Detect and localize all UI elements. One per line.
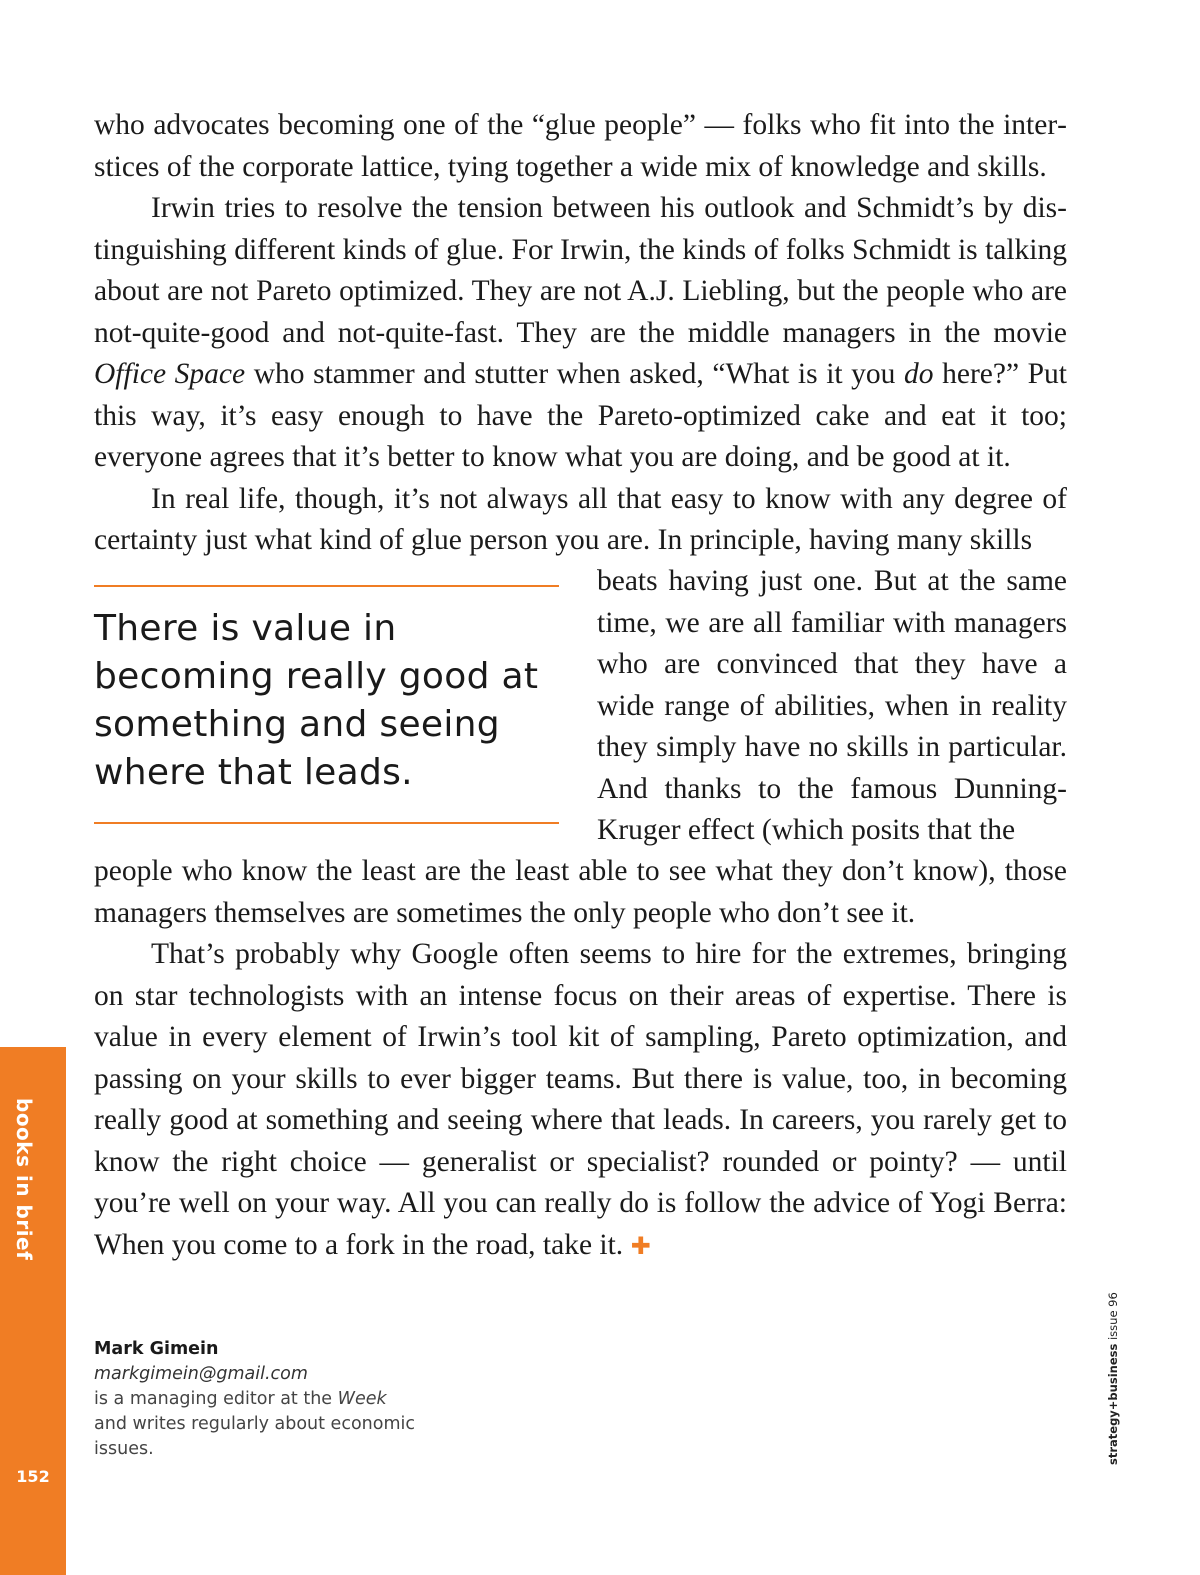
publication-name: Week: [337, 1389, 387, 1409]
film-title: Office Space: [94, 358, 246, 390]
author-bio: is a managing editor at the Week and writes regularly about economic issues.: [94, 1389, 415, 1459]
article-body-wrap: [597, 561, 1067, 852]
page-number: 152: [16, 1467, 50, 1486]
article-body-bottom: [94, 851, 1067, 1267]
pull-quote: There is value in becoming really good at something and seeing where that leads.: [94, 608, 539, 793]
paragraph-continued: people who know the least are the least able to see what they don’t know), those managers themselves are sometimes the only people who don’t see it.: [94, 855, 1067, 929]
author-bio-block: [94, 1337, 424, 1462]
author-name: Mark Gimein: [94, 1339, 219, 1359]
footer-brand: strategy+business: [1106, 1343, 1120, 1465]
paragraph: Irwin tries to resolve the tension between his outlook and Schmidt’s by distinguishing different kinds of glue. For Irwin, the kinds of folks Schmidt is talking about are not Pareto optimized. They are not A.J. Liebling, but the people who are not-quite-good and not-quite-fast. They are the middle managers in the movie Office Space who stammer and stutter when asked, “What is it you do here?” Put this way, it’s easy enough to have the Pareto-optimized cake and eat it too; everyone agrees that it’s better to know what you are doing, and be good at it.: [94, 192, 1067, 473]
running-footer: [1106, 1292, 1120, 1465]
paragraph: In real life, though, it’s not always all that easy to know with any degree of certainty just what kind of glue person you are. In principle, having many skills: [94, 482, 1067, 556]
paragraph-continued: beats having just one. But at the same time, we are all familiar with managers who are convinced that they have a wide range of abilities, when in reality they simply have no skills in particular. And thanks to the famous Dunning-Kruger effect (which posits that the: [597, 565, 1067, 846]
author-email[interactable]: markgimein@gmail.com: [94, 1364, 308, 1384]
end-mark-icon: ✚: [630, 1231, 651, 1260]
pull-quote-rule-bottom: [94, 822, 559, 824]
paragraph: who advocates becoming one of the “glue people” — folks who fit into the interstices of the corporate lattice, tying together a wide mix of knowledge and skills.: [94, 109, 1067, 183]
pull-quote-rule-top: [94, 585, 559, 587]
footer-issue: issue 96: [1106, 1292, 1120, 1344]
paragraph: That’s probably why Google often seems to hire for the extremes, bringing on star technologists with an intense focus on their areas of expertise. There is value in every element of Irwin’s tool kit of sampling, Pareto optimization, and passing on your skills to ever bigger teams. But there is value, too, in becoming really good at something and seeing where that leads. In careers, you rarely get to know the right choice — generalist or specialist? rounded or pointy? — until you’re well on your way. All you can really do is follow the advice of Yogi Berra: When you come to a fork in the road, take it. ✚: [94, 938, 1067, 1261]
section-label: books in brief: [12, 1098, 36, 1261]
emphasis: do: [904, 358, 934, 390]
article-body-top: [94, 105, 1067, 562]
